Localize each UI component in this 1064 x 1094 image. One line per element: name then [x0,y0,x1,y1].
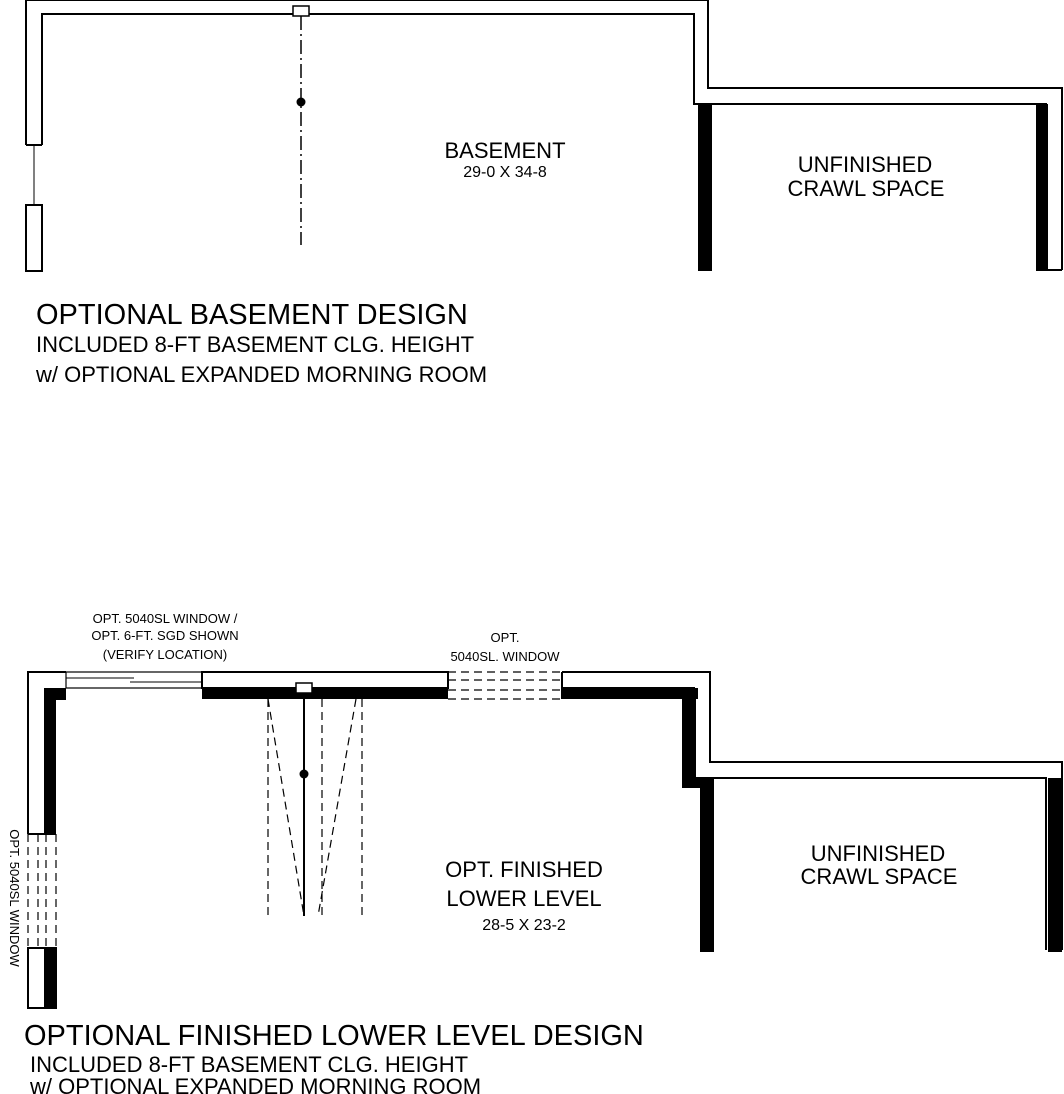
lower-side-window-note: OPT. 5040SL WINDOW [7,829,22,967]
basement-foundation-wall-left [698,104,712,271]
basement-room-name: BASEMENT [444,138,566,163]
basement-left-wall-segment [26,205,42,271]
lower-foundation-wall-left [700,778,714,952]
basement-plan-subtitle-2: w/ OPTIONAL EXPANDED MORNING ROOM [36,362,488,387]
lower-right-wall-inner [562,688,1046,950]
lower-crawl-label-1: UNFINISHED [810,841,946,866]
basement-column-dot [297,98,306,107]
lower-sgd-note-1: OPT. 5040SL WINDOW / [92,611,238,626]
lower-left-wall-thick-top [44,688,66,700]
lower-plan-title: OPTIONAL FINISHED LOWER LEVEL DESIGN [24,1020,644,1052]
lower-dashed-diagonal-1 [268,699,304,916]
lower-sgd-frame [66,672,202,688]
basement-beam-pocket [293,6,309,16]
lower-window-note-2: 5040SL. WINDOW [450,649,560,664]
basement-exterior-wall-outer [26,0,1062,270]
lower-level-plan [7,611,1062,1094]
lower-sgd-note-2: OPT. 6-FT. SGD SHOWN [91,628,239,643]
basement-room-dims: 29-0 X 34-8 [463,164,547,181]
basement-plan-subtitle-1: INCLUDED 8-FT BASEMENT CLG. HEIGHT [36,332,475,357]
lower-dashed-diagonal-2 [318,699,356,916]
lower-column-dot [300,770,309,779]
lower-top-wall-segment-thick [202,688,448,699]
lower-foundation-wall-right [1048,778,1062,952]
lower-left-wall-bottom-thick [44,948,56,1008]
basement-plan-title: OPTIONAL BASEMENT DESIGN [36,299,468,331]
basement-crawl-label-2: CRAWL SPACE [787,176,945,201]
lower-beam-pocket [296,683,312,693]
lower-plan-subtitle-1: INCLUDED 8-FT BASEMENT CLG. HEIGHT [30,1052,469,1077]
lower-room-dims: 28-5 X 23-2 [482,917,566,934]
basement-plan [26,0,1062,387]
lower-right-wall-outer [562,672,1062,950]
lower-right-wall-thick-top [562,688,698,699]
lower-window-note-1: OPT. [490,630,520,645]
lower-top-wall-segment [202,672,448,688]
lower-left-wall-thick [44,688,56,834]
lower-plan-subtitle-2: w/ OPTIONAL EXPANDED MORNING ROOM [30,1074,482,1094]
lower-room-name-1: OPT. FINISHED [445,857,603,882]
lower-step-wall-thick [682,688,696,788]
lower-crawl-label-2: CRAWL SPACE [800,864,958,889]
lower-room-name-2: LOWER LEVEL [446,886,602,911]
lower-sgd-note-3: (VERIFY LOCATION) [102,647,228,662]
basement-foundation-wall-right [1036,104,1048,271]
basement-crawl-label-1: UNFINISHED [797,152,933,177]
